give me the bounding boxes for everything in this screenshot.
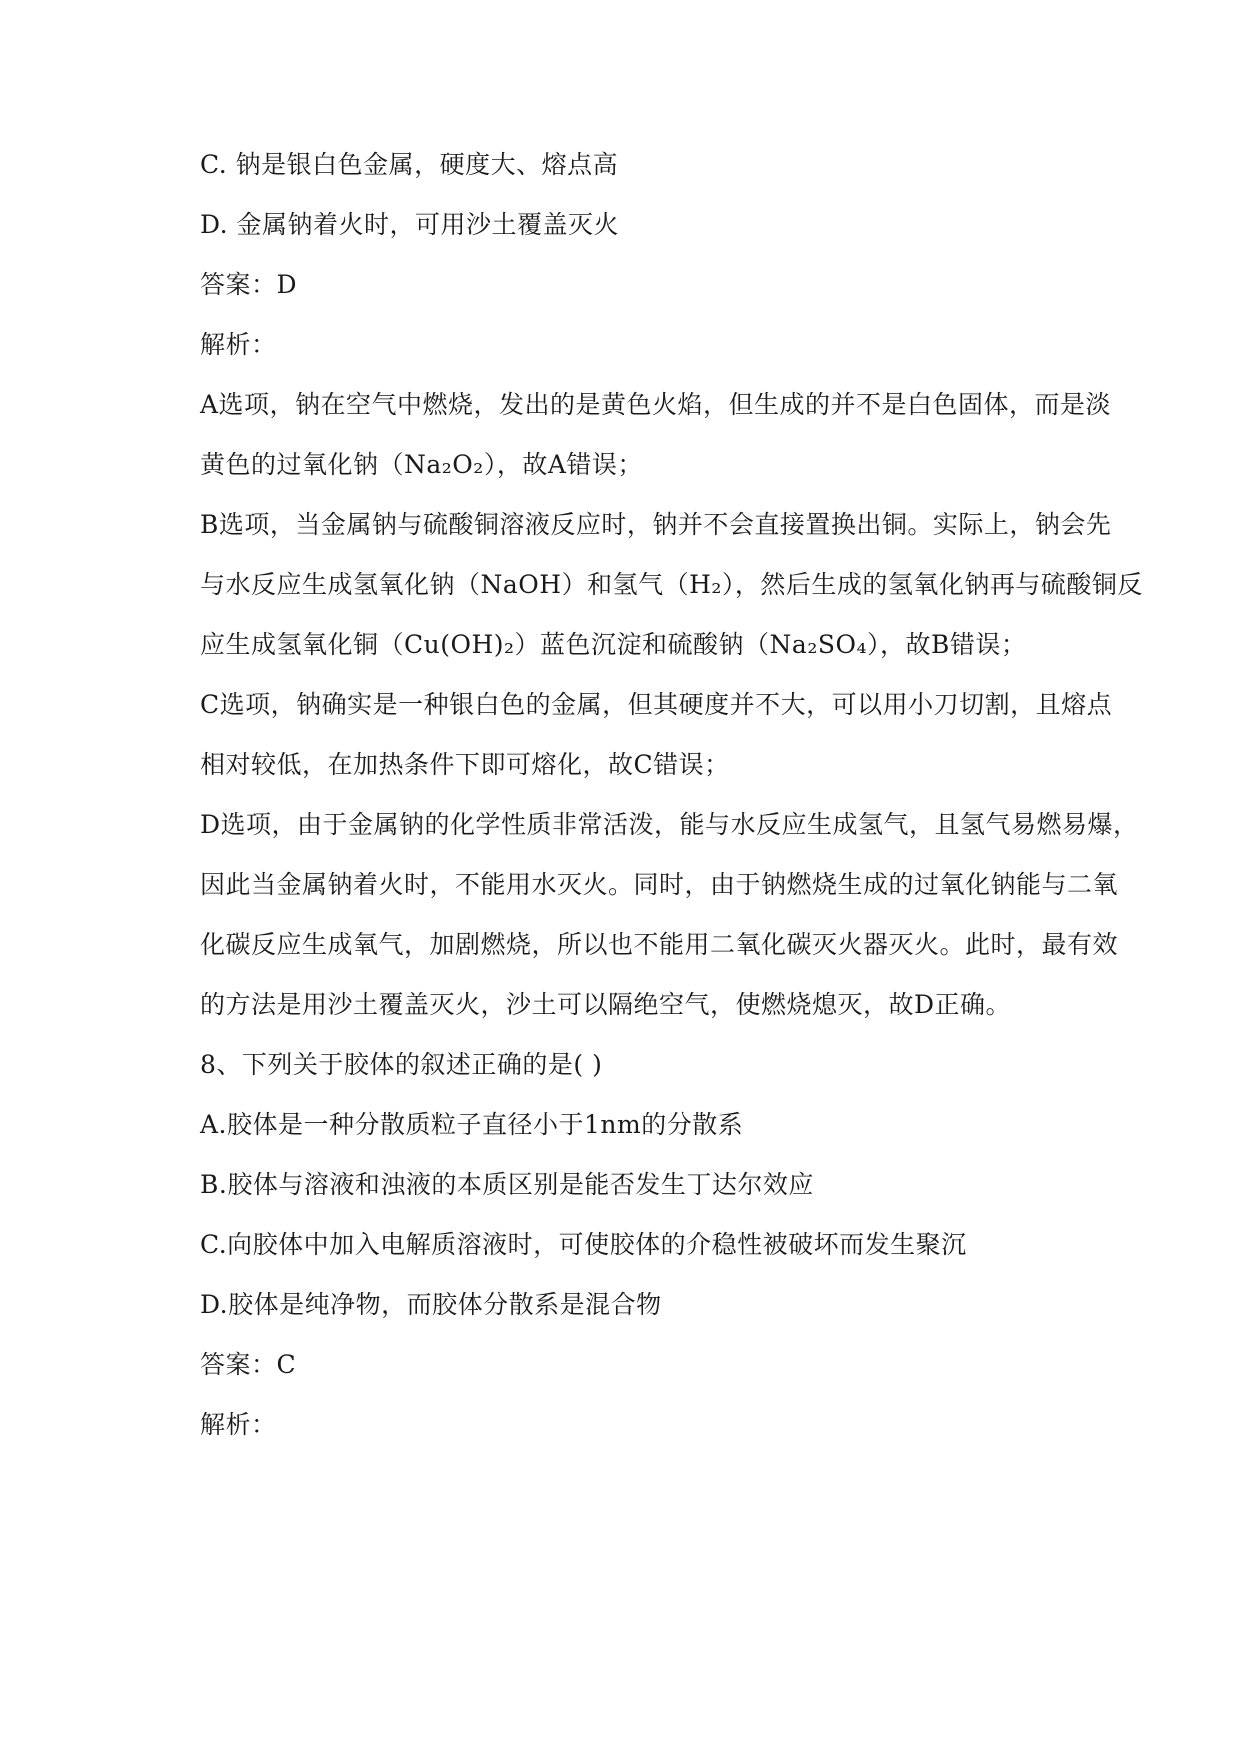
analysis-line: 应生成氢氧化铜（Cu(OH)₂）蓝色沉淀和硫酸钠（Na₂SO₄），故B错误； <box>200 630 1027 659</box>
analysis-line: C选项，钠确实是一种银白色的金属，但其硬度并不大，可以用小刀切割，且熔点 <box>200 690 1113 719</box>
analysis-heading: 解析： <box>200 330 277 359</box>
question-8-option-d: D.胶体是纯净物，而胶体分散系是混合物 <box>200 1290 662 1319</box>
analysis-line: 因此当金属钠着火时，不能用水灭火。同时，由于钠燃烧生成的过氧化钠能与二氧 <box>200 870 1119 899</box>
question-8-title: 8、下列关于胶体的叙述正确的是( ) <box>200 1050 603 1079</box>
question-8-option-b: B.胶体与溶液和浊液的本质区别是能否发生丁达尔效应 <box>200 1170 814 1199</box>
analysis-heading: 解析： <box>200 1410 277 1439</box>
analysis-line: 的方法是用沙土覆盖灭火，沙土可以隔绝空气，使燃烧熄灭，故D正确。 <box>200 990 1012 1019</box>
analysis-line: B选项，当金属钠与硫酸铜溶液反应时，钠并不会直接置换出铜。实际上，钠会先 <box>200 510 1112 539</box>
option-d-text: D. 金属钠着火时，可用沙土覆盖灭火 <box>200 210 620 239</box>
analysis-line: D选项，由于金属钠的化学性质非常活泼，能与水反应生成氢气，且氢气易燃易爆， <box>200 810 1139 839</box>
analysis-line: 化碳反应生成氧气，加剧燃烧，所以也不能用二氧化碳灭火器灭火。此时，最有效 <box>200 930 1119 959</box>
analysis-line: A选项，钠在空气中燃烧，发出的是黄色火焰，但生成的并不是白色固体，而是淡 <box>200 390 1112 419</box>
question-8-option-a: A.胶体是一种分散质粒子直径小于1nm的分散系 <box>200 1110 744 1139</box>
question-8-option-c: C.向胶体中加入电解质溶液时，可使胶体的介稳性被破坏而发生聚沉 <box>200 1230 967 1259</box>
analysis-line: 与水反应生成氢氧化钠（NaOH）和氢气（H₂），然后生成的氢氧化钠再与硫酸铜反 <box>200 570 1143 599</box>
answer-line: 答案：C <box>200 1350 297 1379</box>
answer-line: 答案：D <box>200 270 298 299</box>
analysis-line: 黄色的过氧化钠（Na₂O₂），故A错误； <box>200 450 643 479</box>
analysis-line: 相对较低，在加热条件下即可熔化，故C错误； <box>200 750 730 779</box>
option-c-text: C. 钠是银白色金属，硬度大、熔点高 <box>200 150 619 179</box>
